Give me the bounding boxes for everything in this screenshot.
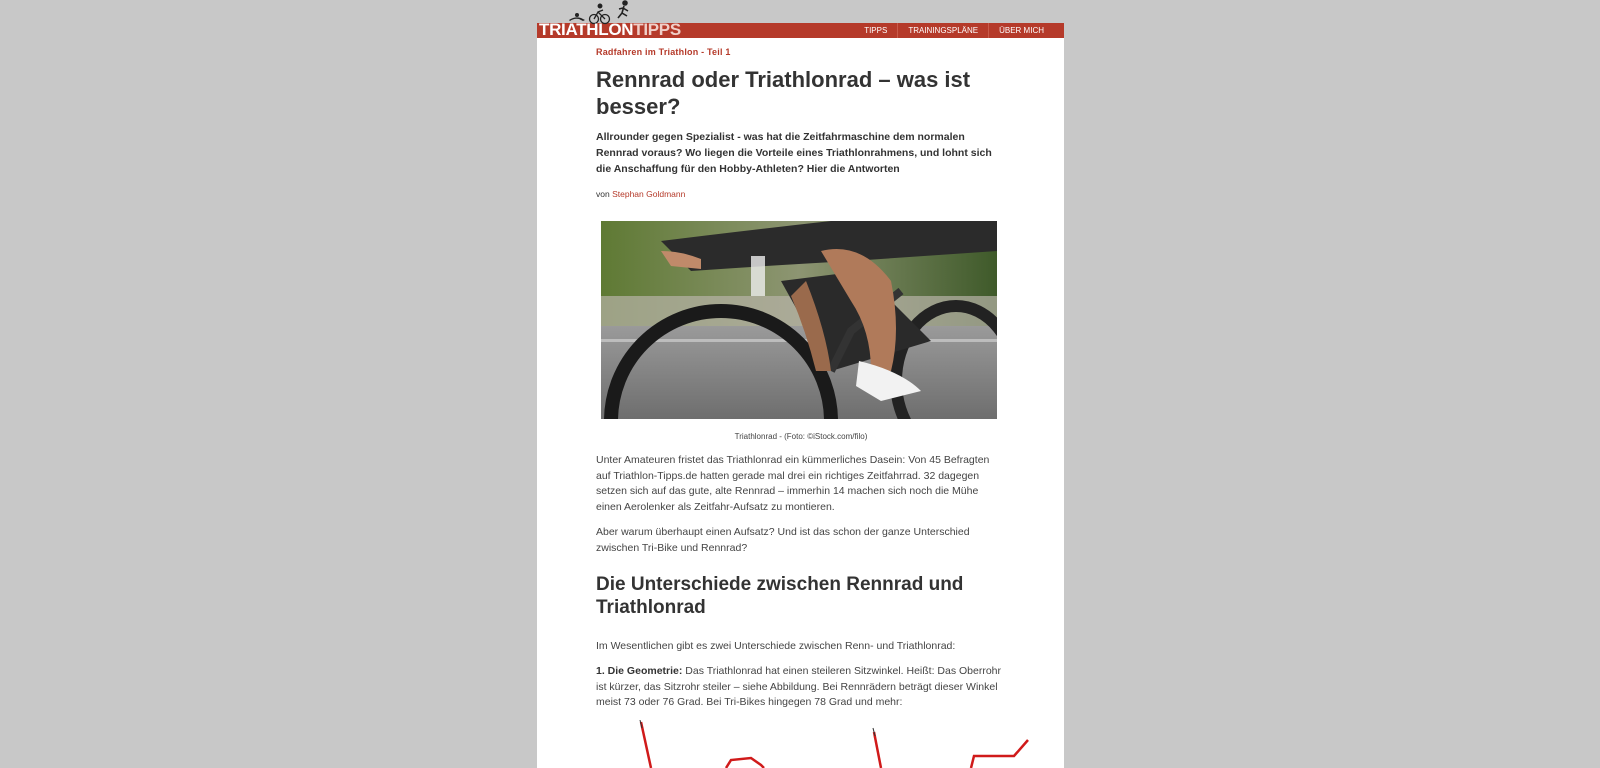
article-lead: Allrounder gegen Spezialist - was hat die Zeitfahrmaschine dem normalen Rennrad voraus? Wo liegen die Vorteile eines Triathlonrahmens, und lohnt sich die Anschaffung für den Hobby-Athleten? Hier die Antworten	[596, 131, 992, 175]
byline	[596, 189, 685, 199]
byline-prefix: von	[596, 189, 610, 199]
paragraph-3: Im Wesentlichen gibt es zwei Unterschiede zwischen Renn- und Triathlonrad:	[596, 640, 956, 652]
image-caption: Triathlonrad - (Foto: ©iStock.com/filo)	[734, 432, 868, 441]
article-image	[601, 221, 997, 419]
frame-geometry-diagram	[596, 720, 1064, 768]
article-kicker: Radfahren im Triathlon - Teil 1	[596, 47, 731, 57]
nav-item-tipps[interactable]: TIPPS	[864, 26, 888, 35]
logo-text	[539, 20, 681, 39]
cyclist-photo	[601, 221, 997, 419]
page	[537, 0, 1064, 768]
logo-text-part2: TIPPS	[633, 20, 681, 39]
section-heading: Die Unterschiede zwischen Rennrad und Triathlonrad	[596, 574, 964, 618]
geometry-label: 1. Die Geometrie:	[596, 665, 683, 677]
article-title: Rennrad oder Triathlonrad – was ist besser?	[596, 67, 971, 119]
paragraph-geometry	[596, 664, 1006, 711]
logo-text-part1: TRIATHLON	[539, 20, 634, 39]
nav-item-ueber-mich[interactable]: ÜBER MICH	[988, 23, 1054, 38]
main-nav	[854, 23, 1054, 38]
paragraph-1: Unter Amateuren fristet das Triathlonrad ein kümmerliches Dasein: Von 45 Befragten auf Triathlon-Tipps.de hatten gerade mal drei ein richtiges Zeitfahrrad. 32 dagegen setzen sich auf das gute, alte Rennrad – immerhin 14 machen sich noch die Mühe einen Aerolenker als Zeitfahr-Aufsatz zu montieren.	[596, 454, 990, 513]
author-link[interactable]: Stephan Goldmann	[612, 189, 686, 199]
runner-icon	[618, 1, 628, 18]
geometry-text: Das Triathlonrad hat einen steileren Sitzwinkel. Heißt: Das Oberrohr ist kürzer, das Sitzrohr steiler – siehe Abbildung. Bei Rennrädern beträgt dieser Winkel meist 73 oder 76 Grad. Bei Tri-Bikes hingegen 78 Grad und mehr:	[596, 665, 1002, 708]
paragraph-2: Aber warum überhaupt einen Aufsatz? Und ist das schon der ganze Unterschied zwischen Tri-Bike und Rennrad?	[596, 526, 970, 554]
nav-item-trainingsplaene[interactable]: TRAININGSPLÄNE	[897, 23, 988, 38]
